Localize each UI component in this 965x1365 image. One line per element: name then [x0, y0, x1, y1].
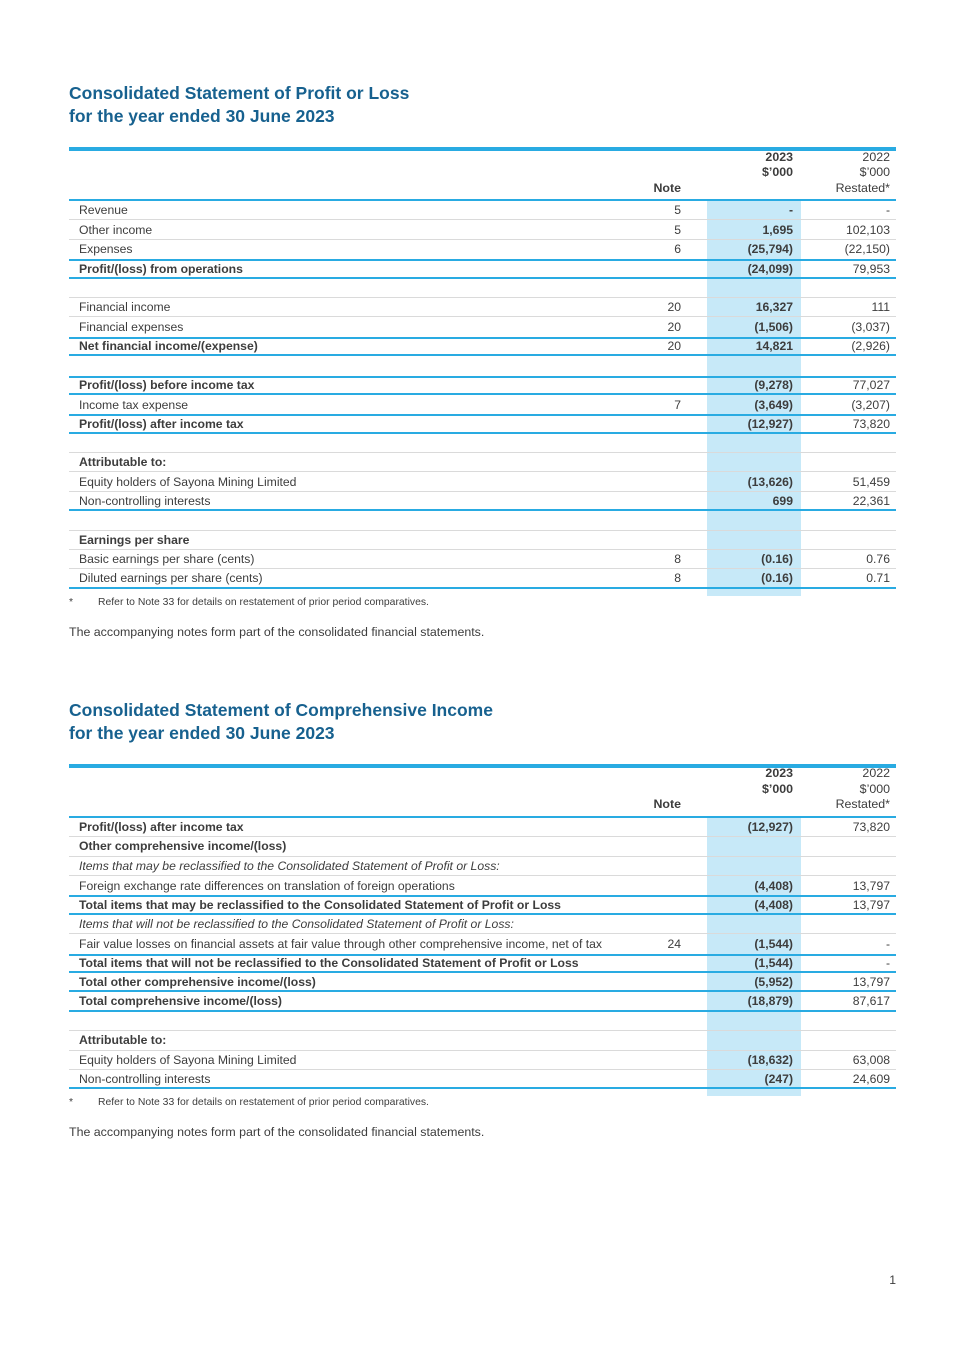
table-row [69, 220, 896, 239]
row-label: Profit/(loss) from operations [79, 261, 243, 276]
table-row [69, 317, 896, 336]
table-row [69, 337, 896, 356]
row-value-2022: 111 [871, 300, 890, 315]
row-value-2023: (9,278) [754, 378, 793, 393]
row-note: 24 [667, 936, 681, 951]
row-label: Profit/(loss) after income tax [79, 820, 244, 834]
profit-loss-table [69, 147, 896, 589]
table-body [69, 201, 896, 589]
table-row [69, 1031, 896, 1050]
table-row [69, 240, 896, 259]
header-note: Note [653, 797, 681, 812]
header-spacer [69, 181, 646, 197]
row-label: Revenue [79, 203, 128, 218]
row-value-2023: (4,408) [754, 898, 793, 913]
row-value-2023: (13,626) [747, 474, 793, 489]
row-value-2022: 13,797 [852, 878, 890, 893]
row-label: Attributable to: [79, 1033, 167, 1048]
row-value-2022: 22,361 [852, 493, 890, 508]
statement1-title-line1: Consolidated Statement of Profit or Loss [69, 83, 410, 103]
row-value-2023: (0.16) [761, 552, 793, 567]
row-label: Non-controlling interests [79, 493, 211, 508]
row-label: Equity holders of Sayona Mining Limited [79, 474, 297, 489]
row-value-2022: 24,609 [852, 1071, 890, 1086]
row-value-2022: (22,150) [844, 242, 890, 257]
row-label: Other income [79, 222, 153, 237]
header-2023: 2023 $’000 [761, 766, 793, 796]
row-value-2022: 51,459 [852, 474, 890, 489]
header-2023: 2023 $’000 [761, 149, 793, 179]
row-note: 20 [667, 339, 681, 354]
table-row [69, 395, 896, 414]
row-label: Profit/(loss) before income tax [79, 378, 255, 393]
row-value-2022: 13,797 [852, 974, 890, 989]
row-note: 5 [674, 203, 681, 218]
footnote-text: Refer to Note 33 for details on restatement of prior period comparatives. [98, 596, 429, 608]
row-value-2022: 77,027 [852, 378, 890, 393]
row-value-2023: (12,927) [747, 416, 793, 431]
header-2022: 2022 $’000 Restated* [835, 766, 890, 812]
table-row [69, 818, 896, 837]
table-row [69, 550, 896, 569]
statement2-title [69, 699, 896, 745]
header-2022: 2022 $’000 Restated* [835, 149, 890, 195]
table-row [69, 1070, 896, 1089]
row-value-2023: (3,649) [754, 397, 793, 412]
row-label: Diluted earnings per share (cents) [79, 571, 263, 586]
row-value-2022: 13,797 [852, 898, 890, 913]
row-label: Foreign exchange rate differences on translation of foreign operations [79, 878, 455, 893]
table-row [69, 992, 896, 1011]
row-value-2023: (24,099) [747, 261, 793, 276]
table-row [69, 356, 896, 375]
statement2-accompanying-note: The accompanying notes form part of the consolidated financial statements. [69, 1125, 485, 1140]
row-value-2022: - [885, 203, 890, 218]
row-value-2023: (5,952) [754, 974, 793, 989]
table-row [69, 1051, 896, 1070]
table-row [69, 259, 896, 278]
table-row [69, 531, 896, 550]
row-value-2022: 0.71 [866, 571, 890, 586]
table-row [69, 837, 896, 856]
table-row [69, 934, 896, 953]
table-row [69, 453, 896, 472]
statement2-title-line2: for the year ended 30 June 2023 [69, 722, 335, 743]
row-note: 6 [674, 242, 681, 257]
row-value-2023: 16,327 [755, 300, 793, 315]
statement1-title-line2: for the year ended 30 June 2023 [69, 106, 335, 126]
table-row [69, 876, 896, 895]
row-label: Total items that will not be reclassified to the Consolidated Statement of Profit or Loss [79, 956, 579, 971]
row-label: Items that will not be reclassified to the Consolidated Statement of Profit or Loss: [79, 916, 514, 931]
row-label: Attributable to: [79, 455, 167, 470]
table-row [69, 492, 896, 511]
row-note: 8 [674, 552, 681, 567]
page-number: 1 [889, 1273, 896, 1287]
row-label: Total comprehensive income/(loss) [79, 994, 282, 1009]
table-row [69, 472, 896, 491]
row-label: Fair value losses on financial assets at fair value through other comprehensive income, net of tax [79, 936, 602, 951]
row-note: 8 [674, 571, 681, 586]
row-value-2023: 699 [772, 493, 793, 508]
row-label: Total other comprehensive income/(loss) [79, 974, 316, 989]
statement1-title [69, 0, 896, 128]
row-value-2022: 73,820 [852, 416, 890, 431]
row-note: 20 [667, 320, 681, 335]
row-value-2023: (247) [764, 1071, 793, 1086]
row-value-2022: 73,820 [852, 820, 890, 834]
row-label: Income tax expense [79, 397, 189, 412]
table-row [69, 895, 896, 914]
row-note: 5 [674, 222, 681, 237]
row-label: Basic earnings per share (cents) [79, 552, 255, 567]
table-row [69, 511, 896, 530]
row-note: 20 [667, 300, 681, 315]
table-row [69, 915, 896, 934]
footnote-text: Refer to Note 33 for details on restatement of prior period comparatives. [98, 1097, 429, 1109]
row-value-2023: (1,544) [754, 936, 793, 951]
row-label: Total items that may be reclassified to the Consolidated Statement of Profit or Loss [79, 898, 561, 913]
row-value-2023: 14,821 [755, 339, 793, 354]
row-note: 7 [674, 397, 681, 412]
table-row [69, 857, 896, 876]
row-label: Other comprehensive income/(loss) [79, 839, 287, 854]
row-value-2022: - [885, 956, 890, 971]
statement2-title-line1: Consolidated Statement of Comprehensive Income [69, 699, 493, 720]
row-value-2023: 1,695 [762, 222, 793, 237]
row-label: Net financial income/(expense) [79, 339, 258, 354]
table-row [69, 434, 896, 453]
statement1-footnote [69, 597, 896, 608]
row-label: Earnings per share [79, 532, 190, 547]
row-value-2023: - [788, 203, 793, 218]
row-label: Financial expenses [79, 320, 184, 335]
row-value-2023: (18,879) [747, 994, 793, 1009]
table-row [69, 414, 896, 433]
row-value-2022: 63,008 [852, 1052, 890, 1067]
row-value-2023: (4,408) [754, 878, 793, 893]
row-value-2023: (25,794) [747, 242, 793, 257]
table-row [69, 954, 896, 973]
row-value-2023: (18,632) [747, 1052, 793, 1067]
table-row [69, 569, 896, 588]
row-value-2023: (1,544) [754, 956, 793, 971]
comprehensive-income-table [69, 764, 896, 1089]
row-value-2023: (12,927) [747, 820, 793, 834]
table-row [69, 279, 896, 298]
row-label: Equity holders of Sayona Mining Limited [79, 1052, 297, 1067]
row-value-2023: (0.16) [761, 571, 793, 586]
table-row [69, 201, 896, 220]
row-label: Profit/(loss) after income tax [79, 416, 244, 431]
statement2-footnote [69, 1097, 896, 1108]
table-row [69, 376, 896, 395]
row-value-2022: (3,037) [851, 320, 890, 335]
table-body [69, 818, 896, 1089]
row-label: Expenses [79, 242, 133, 257]
footnote-mark: * [69, 596, 74, 608]
row-label: Financial income [79, 300, 171, 315]
row-value-2022: 79,953 [852, 261, 890, 276]
page-content [69, 0, 896, 1139]
statement1-accompanying-note: The accompanying notes form part of the consolidated financial statements. [69, 624, 485, 639]
row-value-2022: - [885, 936, 890, 951]
table-header [69, 764, 896, 818]
header-spacer [69, 797, 646, 813]
row-value-2022: 0.76 [866, 552, 890, 567]
row-label: Non-controlling interests [79, 1071, 211, 1086]
row-value-2022: 87,617 [852, 994, 890, 1009]
row-label: Items that may be reclassified to the Consolidated Statement of Profit or Loss: [79, 858, 500, 873]
footnote-mark: * [69, 1097, 74, 1109]
header-note: Note [653, 180, 681, 195]
row-value-2022: (3,207) [851, 397, 890, 412]
table-header [69, 147, 896, 201]
table-row [69, 298, 896, 317]
row-value-2022: (2,926) [851, 339, 890, 354]
table-row [69, 1012, 896, 1031]
row-value-2023: (1,506) [754, 320, 793, 335]
row-value-2022: 102,103 [845, 222, 890, 237]
table-row [69, 973, 896, 992]
